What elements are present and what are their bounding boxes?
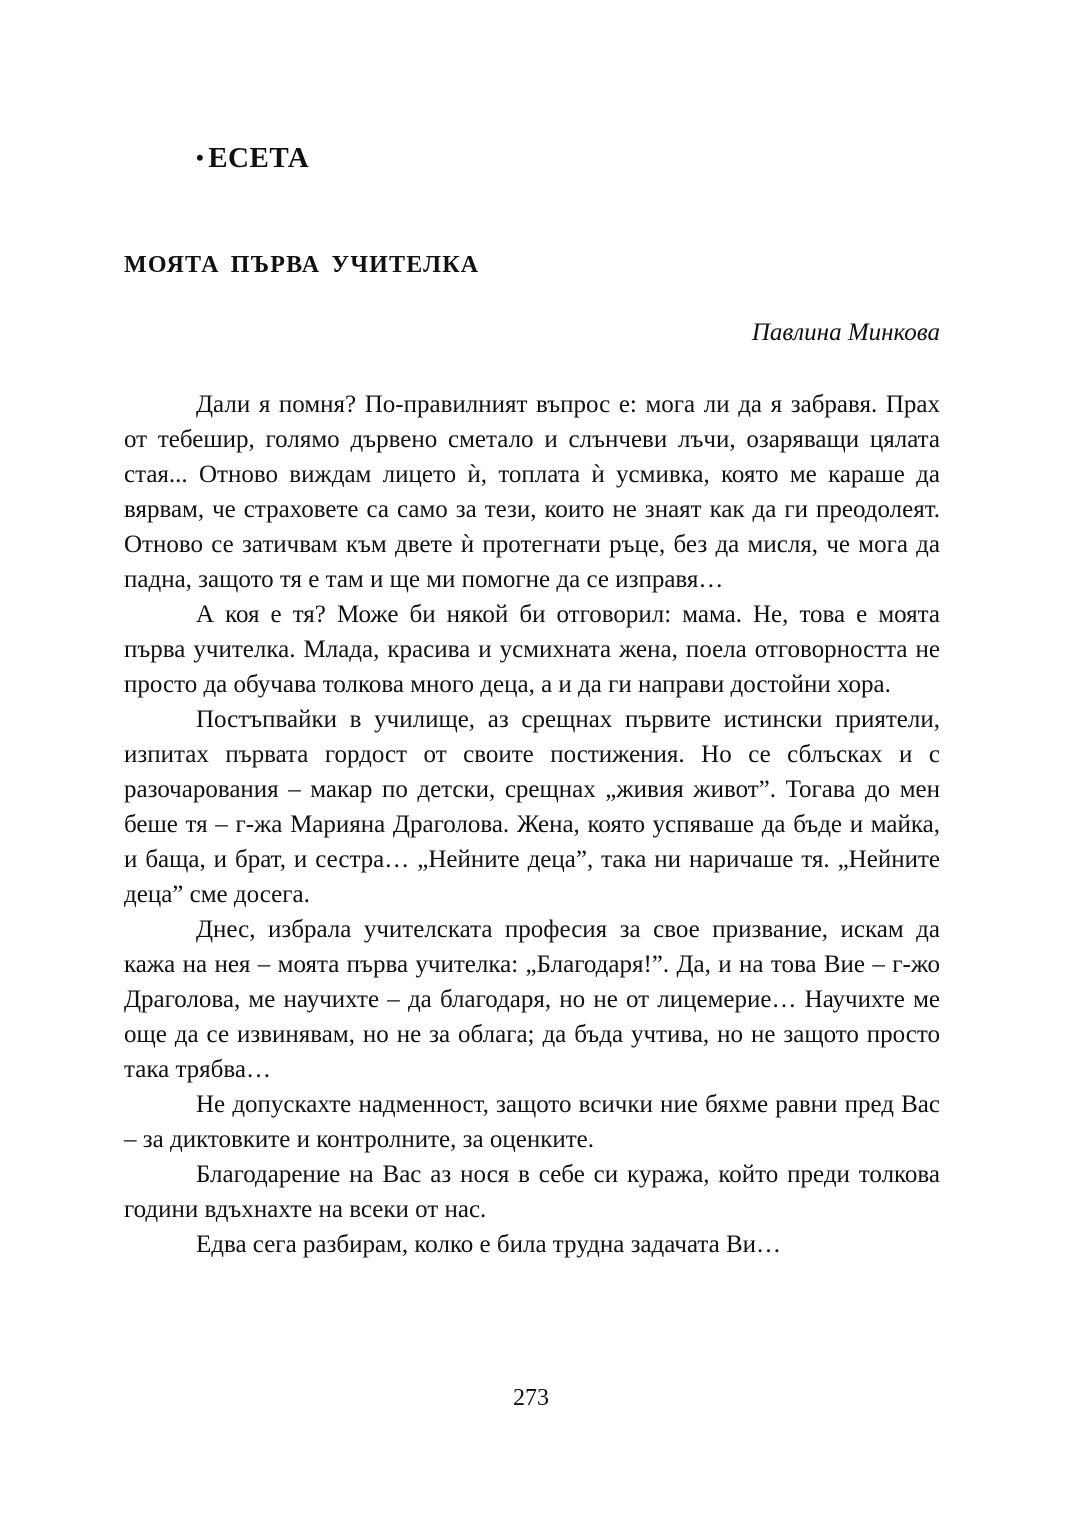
bullet-icon: • [196,144,205,170]
paragraph: Благодарение на Вас аз нося в себе си куража, който преди толкова години вдъхнахте на всеки от нас. [124,1161,940,1223]
paragraph: Днес, избрала учителската професия за свое призвание, искам да кажа на нея – моята първа учителка: „Благодаря!”. Да, и на това Вие – г-жо Драголова, ме научихте – да благодаря, но не от лицемерие… Научихте ме още да се извинявам, но не за облага; да бъда учтива, но не защото просто така трябва… [124,916,940,1083]
paragraph: Едва сега разбирам, колко е била трудна задачата Ви… [196,1231,782,1258]
essay-author: Павлина Минкова [751,319,940,346]
page-number: 273 [513,1385,549,1411]
paragraph: Не допускахте надменност, защото всички ние бяхме равни пред Вас – за диктовките и контролните, за оценките. [124,1091,940,1153]
paragraph: Постъпвайки в училище, аз срещнах първите истински приятели, изпитах първата гордост от своите постижения. Но се сблъсках и с разочарования – макар по детски, срещнах „живия живот”. Тогава до мен беше тя – г-жа Марияна Драголова. Жена, която успяваше да бъде и майка, и баща, и брат, и сестра… „Нейните деца”, така ни наричаше тя. „Нейните деца” сме досега. [124,706,940,908]
section-heading [196,142,309,175]
essay-body [124,387,940,1262]
paragraph: А коя е тя? Може би някой би отговорил: мама. Не, това е моята първа учителка. Млада, красива и усмихната жена, поела отговорността не просто да обучава толкова много деца, а и да ги направи достойни хора. [124,601,940,698]
section-heading-label: ЕСЕТА [208,142,310,174]
essay-title: МОЯТА ПЪРВА УЧИТЕЛКА [124,252,480,278]
paragraph: Дали я помня? По-правилният въпрос е: мога ли да я забравя. Прах от тебешир, голямо дървено сметало и слънчеви лъчи, озаряващи цялата стая... Отново виждам лицето ѝ, топлата ѝ усмивка, която ме караше да вярвам, че страховете са само за тези, които не знаят как да ги преодолеят. Отново се затичвам към двете ѝ протегнати ръце, без да мисля, че мога да падна, защото тя е там и ще ми помогне да се изправя… [124,391,940,593]
